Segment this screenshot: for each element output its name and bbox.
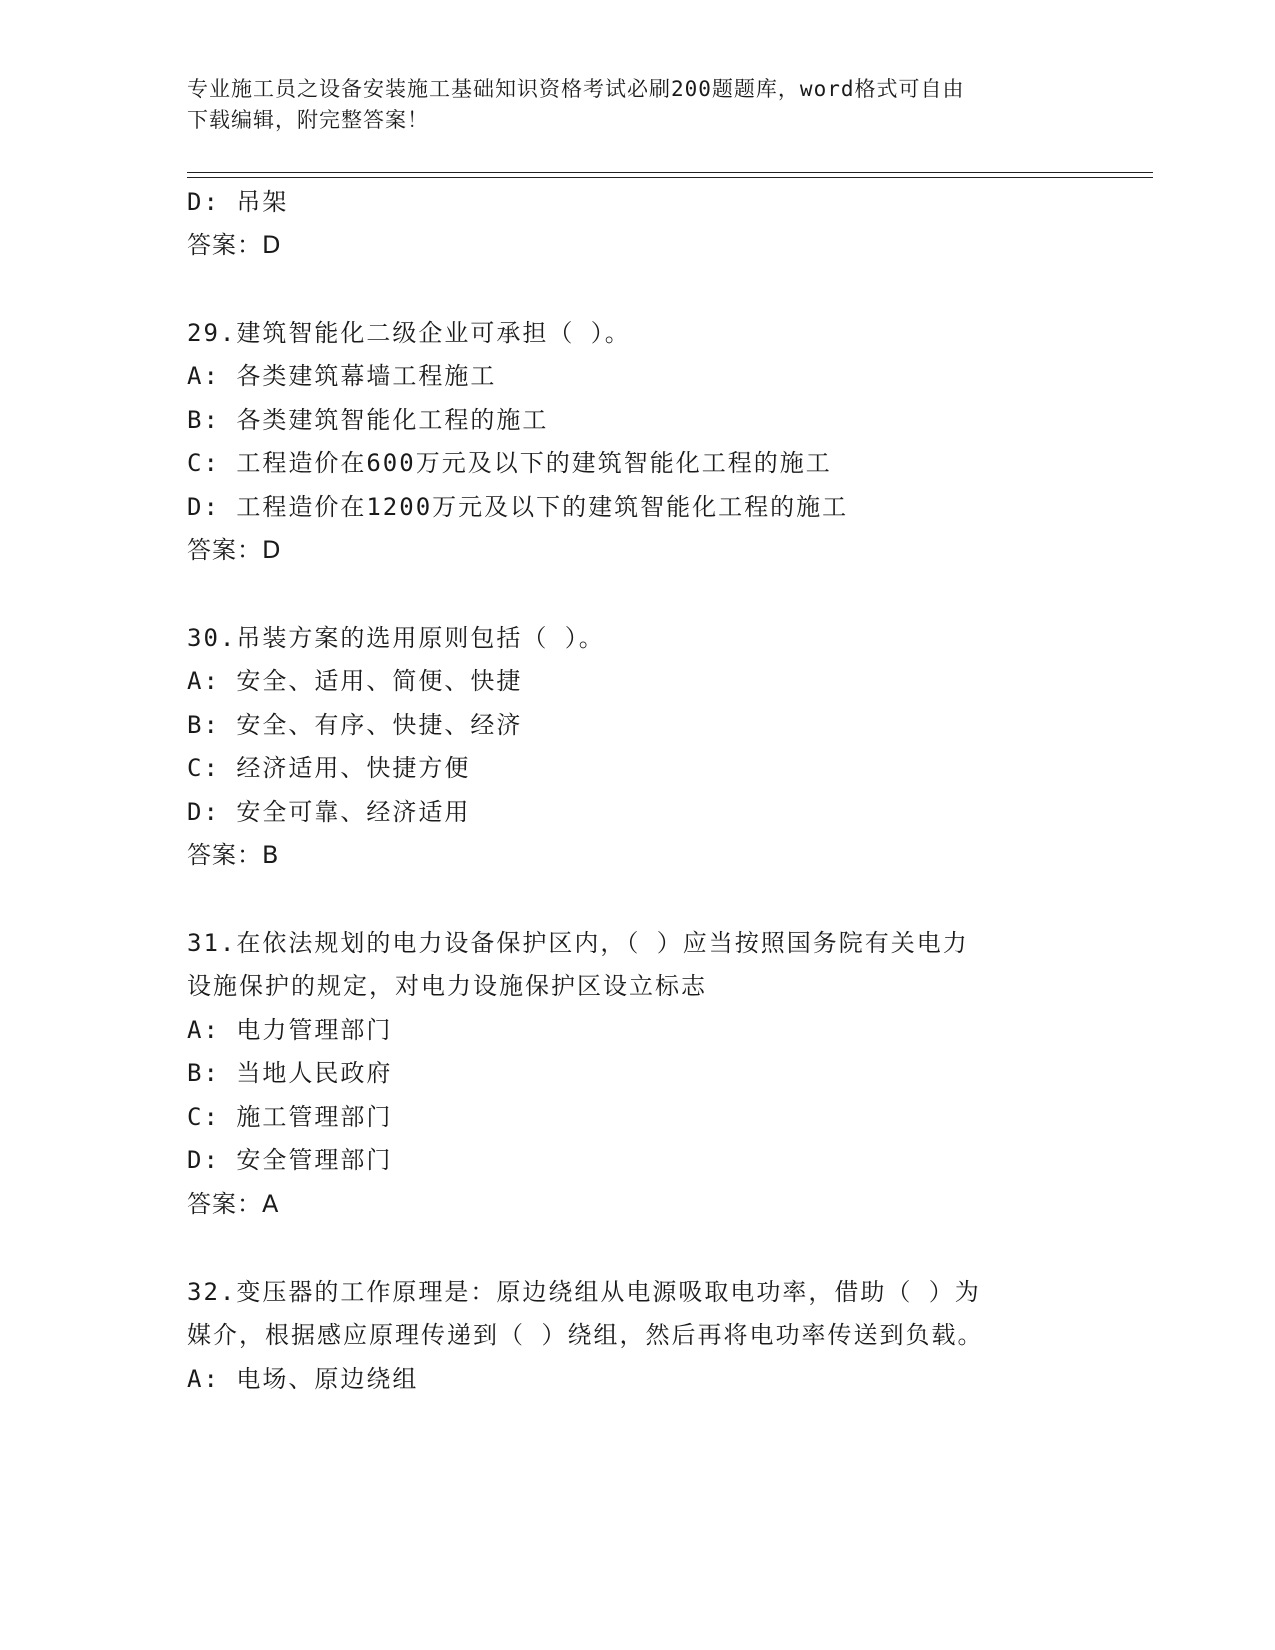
q30-stem: 30.吊装方案的选用原则包括（ ）。 — [187, 624, 605, 652]
prev-option-d: D: 吊架 — [187, 188, 289, 216]
header-rule-top — [187, 172, 1153, 173]
q31-stem-line-1: 31.在依法规划的电力设备保护区内，（ ）应当按照国务院有关电力 — [187, 929, 969, 957]
q31-option-c: C: 施工管理部门 — [187, 1103, 393, 1131]
q31-answer: 答案：A — [187, 1190, 280, 1218]
header-line-1: 专业施工员之设备安装施工基础知识资格考试必刷200题题库，word格式可自由 — [187, 77, 965, 101]
q31-option-a: A: 电力管理部门 — [187, 1016, 393, 1044]
document-header — [187, 74, 1087, 136]
q30-option-d: D: 安全可靠、经济适用 — [187, 798, 471, 826]
q32-stem-line-2: 媒介，根据感应原理传递到（ ）绕组，然后再将电功率传送到负载。 — [187, 1321, 984, 1349]
q31-option-d: D: 安全管理部门 — [187, 1146, 393, 1174]
q31-stem-line-2: 设施保护的规定，对电力设施保护区设立标志 — [187, 972, 707, 1000]
q29-answer: 答案：D — [187, 536, 282, 564]
q29-stem: 29.建筑智能化二级企业可承担（ ）。 — [187, 319, 631, 347]
q30-option-b: B: 安全、有序、快捷、经济 — [187, 711, 523, 739]
prev-answer: 答案：D — [187, 231, 282, 259]
q30-answer: 答案：B — [187, 841, 280, 869]
q29-option-a: A: 各类建筑幕墙工程施工 — [187, 362, 497, 390]
q29-option-b: B: 各类建筑智能化工程的施工 — [187, 406, 549, 434]
q30-option-c: C: 经济适用、快捷方便 — [187, 754, 471, 782]
q32-stem-line-1: 32.变压器的工作原理是：原边绕组从电源吸取电功率，借助（ ）为 — [187, 1278, 981, 1306]
header-line-2: 下载编辑，附完整答案！ — [187, 108, 429, 132]
q29-option-c: C: 工程造价在600万元及以下的建筑智能化工程的施工 — [187, 449, 832, 477]
header-rule-bottom — [187, 177, 1153, 178]
q29-option-d: D: 工程造价在1200万元及以下的建筑智能化工程的施工 — [187, 493, 849, 521]
q30-option-a: A: 安全、适用、简便、快捷 — [187, 667, 523, 695]
q31-option-b: B: 当地人民政府 — [187, 1059, 393, 1087]
q32-option-a: A: 电场、原边绕组 — [187, 1365, 419, 1393]
